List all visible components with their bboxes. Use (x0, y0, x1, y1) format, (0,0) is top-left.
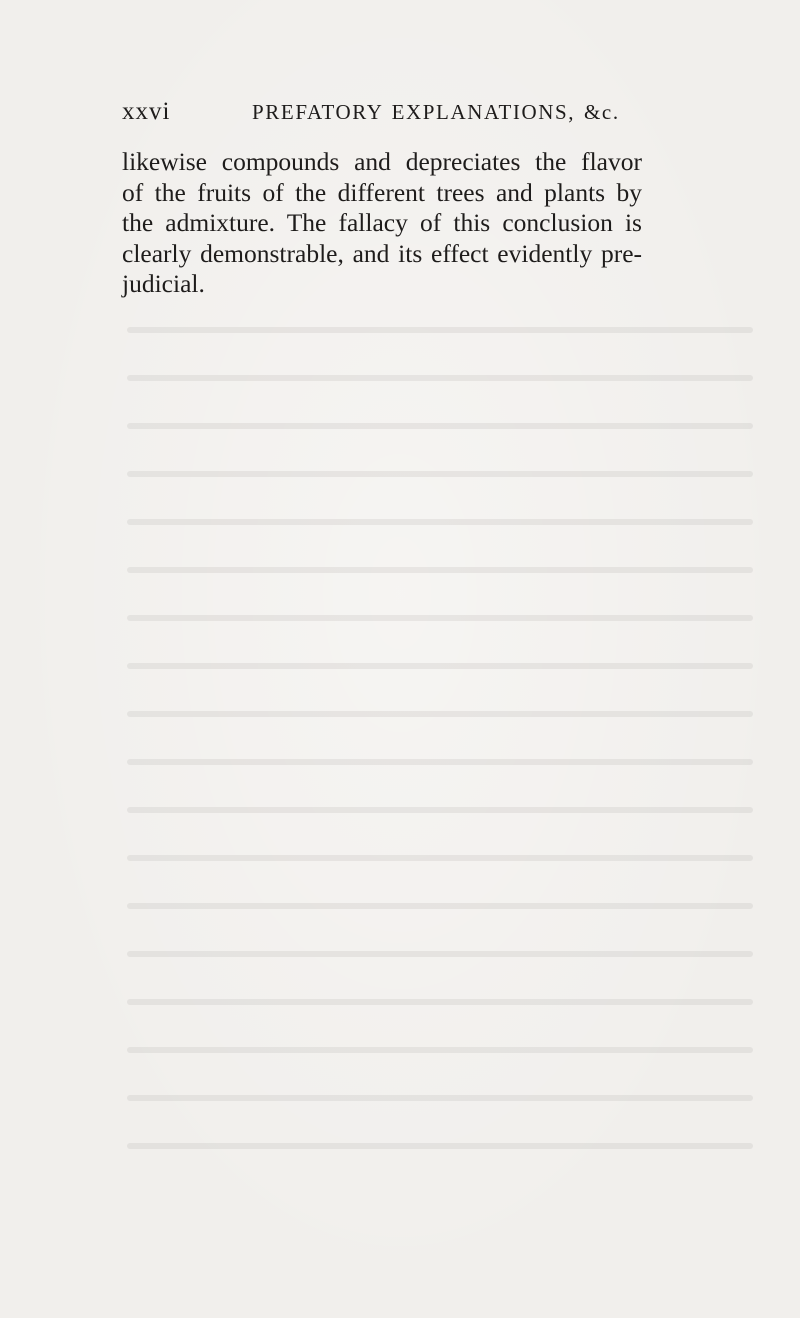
text-line: of the fruits of the different trees and plants by (122, 177, 642, 207)
text-line: likewise compounds and depreciates the flavor (122, 147, 642, 176)
text-line: clearly demonstrable, and its effect evidently pre- (122, 238, 642, 268)
text-line: judicial. (122, 269, 205, 298)
page-number: xxvi (122, 98, 171, 125)
running-header (122, 98, 638, 138)
body-paragraph (122, 147, 642, 300)
running-head-title: PREFATORY EXPLANATIONS, &c. (252, 100, 620, 124)
text-line: the admixture. The fallacy of this conclusion is (122, 208, 642, 237)
bleed-through-texture (120, 300, 760, 1200)
